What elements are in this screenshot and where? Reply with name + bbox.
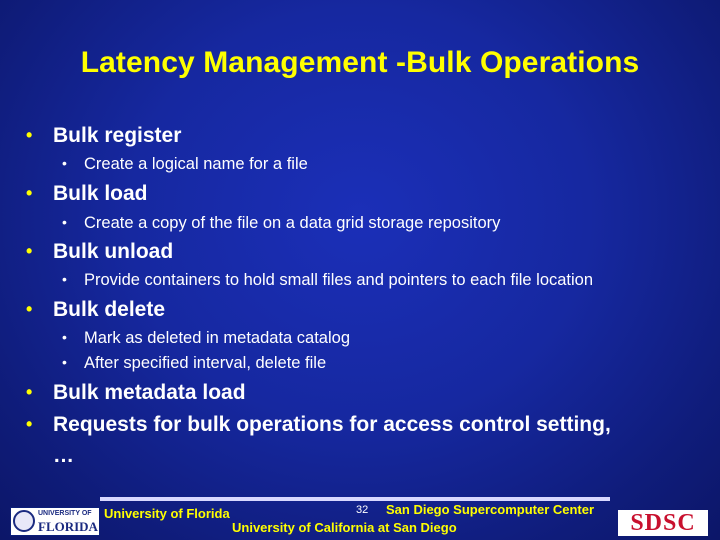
bullet-item	[26, 240, 173, 264]
sub-bullet-text: Provide containers to hold small files and pointers to each file location	[84, 271, 594, 289]
bullet-item	[26, 381, 246, 405]
uf-logo-small-text: UNIVERSITY OF	[38, 510, 92, 517]
bullet-text: Bulk delete	[53, 298, 166, 321]
sub-bullet-text: After specified interval, delete file	[84, 354, 327, 372]
footer-university-of-florida: University of Florida	[104, 506, 230, 521]
sub-bullet-item	[62, 155, 308, 174]
bullet-text: Bulk unload	[53, 240, 174, 263]
bullet-text: Bulk load	[53, 182, 148, 205]
bullet-dot: •	[26, 299, 33, 319]
footer-sdsc: San Diego Supercomputer Center	[386, 502, 595, 517]
bullet-continuation: …	[53, 444, 74, 467]
bullet-dot: •	[26, 382, 33, 402]
sub-bullet-item	[62, 329, 350, 348]
bullet-dot: •	[26, 241, 33, 261]
slide-title: Latency Management -Bulk Operations	[80, 46, 640, 79]
sub-bullet-item	[62, 271, 593, 290]
university-of-florida-logo	[10, 507, 100, 536]
footer-divider	[100, 497, 610, 501]
bullet-dot: •	[26, 183, 33, 203]
bullet-text: Requests for bulk operations for access control setting,	[53, 413, 611, 436]
sub-bullet-text: Mark as deleted in metadata catalog	[84, 329, 350, 347]
bullet-dot: •	[62, 354, 67, 370]
bullet-item	[26, 182, 148, 206]
bullet-item	[26, 413, 611, 437]
uf-seal-icon	[13, 510, 35, 532]
uf-logo-big-text: FLORIDA	[38, 519, 98, 534]
sub-bullet-text: Create a copy of the file on a data grid storage repository	[84, 214, 501, 232]
bullet-item	[26, 124, 181, 148]
bullet-dot: •	[62, 271, 67, 287]
sub-bullet-item	[62, 354, 326, 373]
bullet-dot: •	[26, 125, 33, 145]
sub-bullet-text: Create a logical name for a file	[84, 155, 308, 173]
bullet-dot: •	[62, 214, 67, 230]
sdsc-logo	[618, 510, 708, 536]
sdsc-logo-text: SDSC	[630, 510, 696, 536]
bullet-dot: •	[62, 155, 67, 171]
footer-ucsd: University of California at San Diego	[232, 520, 457, 535]
sub-bullet-item	[62, 214, 500, 233]
bullet-text: Bulk metadata load	[53, 381, 246, 404]
bullet-text: Bulk register	[53, 124, 182, 147]
bullet-dot: •	[62, 329, 67, 345]
bullet-dot: •	[26, 414, 33, 434]
page-number: 32	[356, 504, 369, 516]
bullet-item	[26, 298, 165, 322]
